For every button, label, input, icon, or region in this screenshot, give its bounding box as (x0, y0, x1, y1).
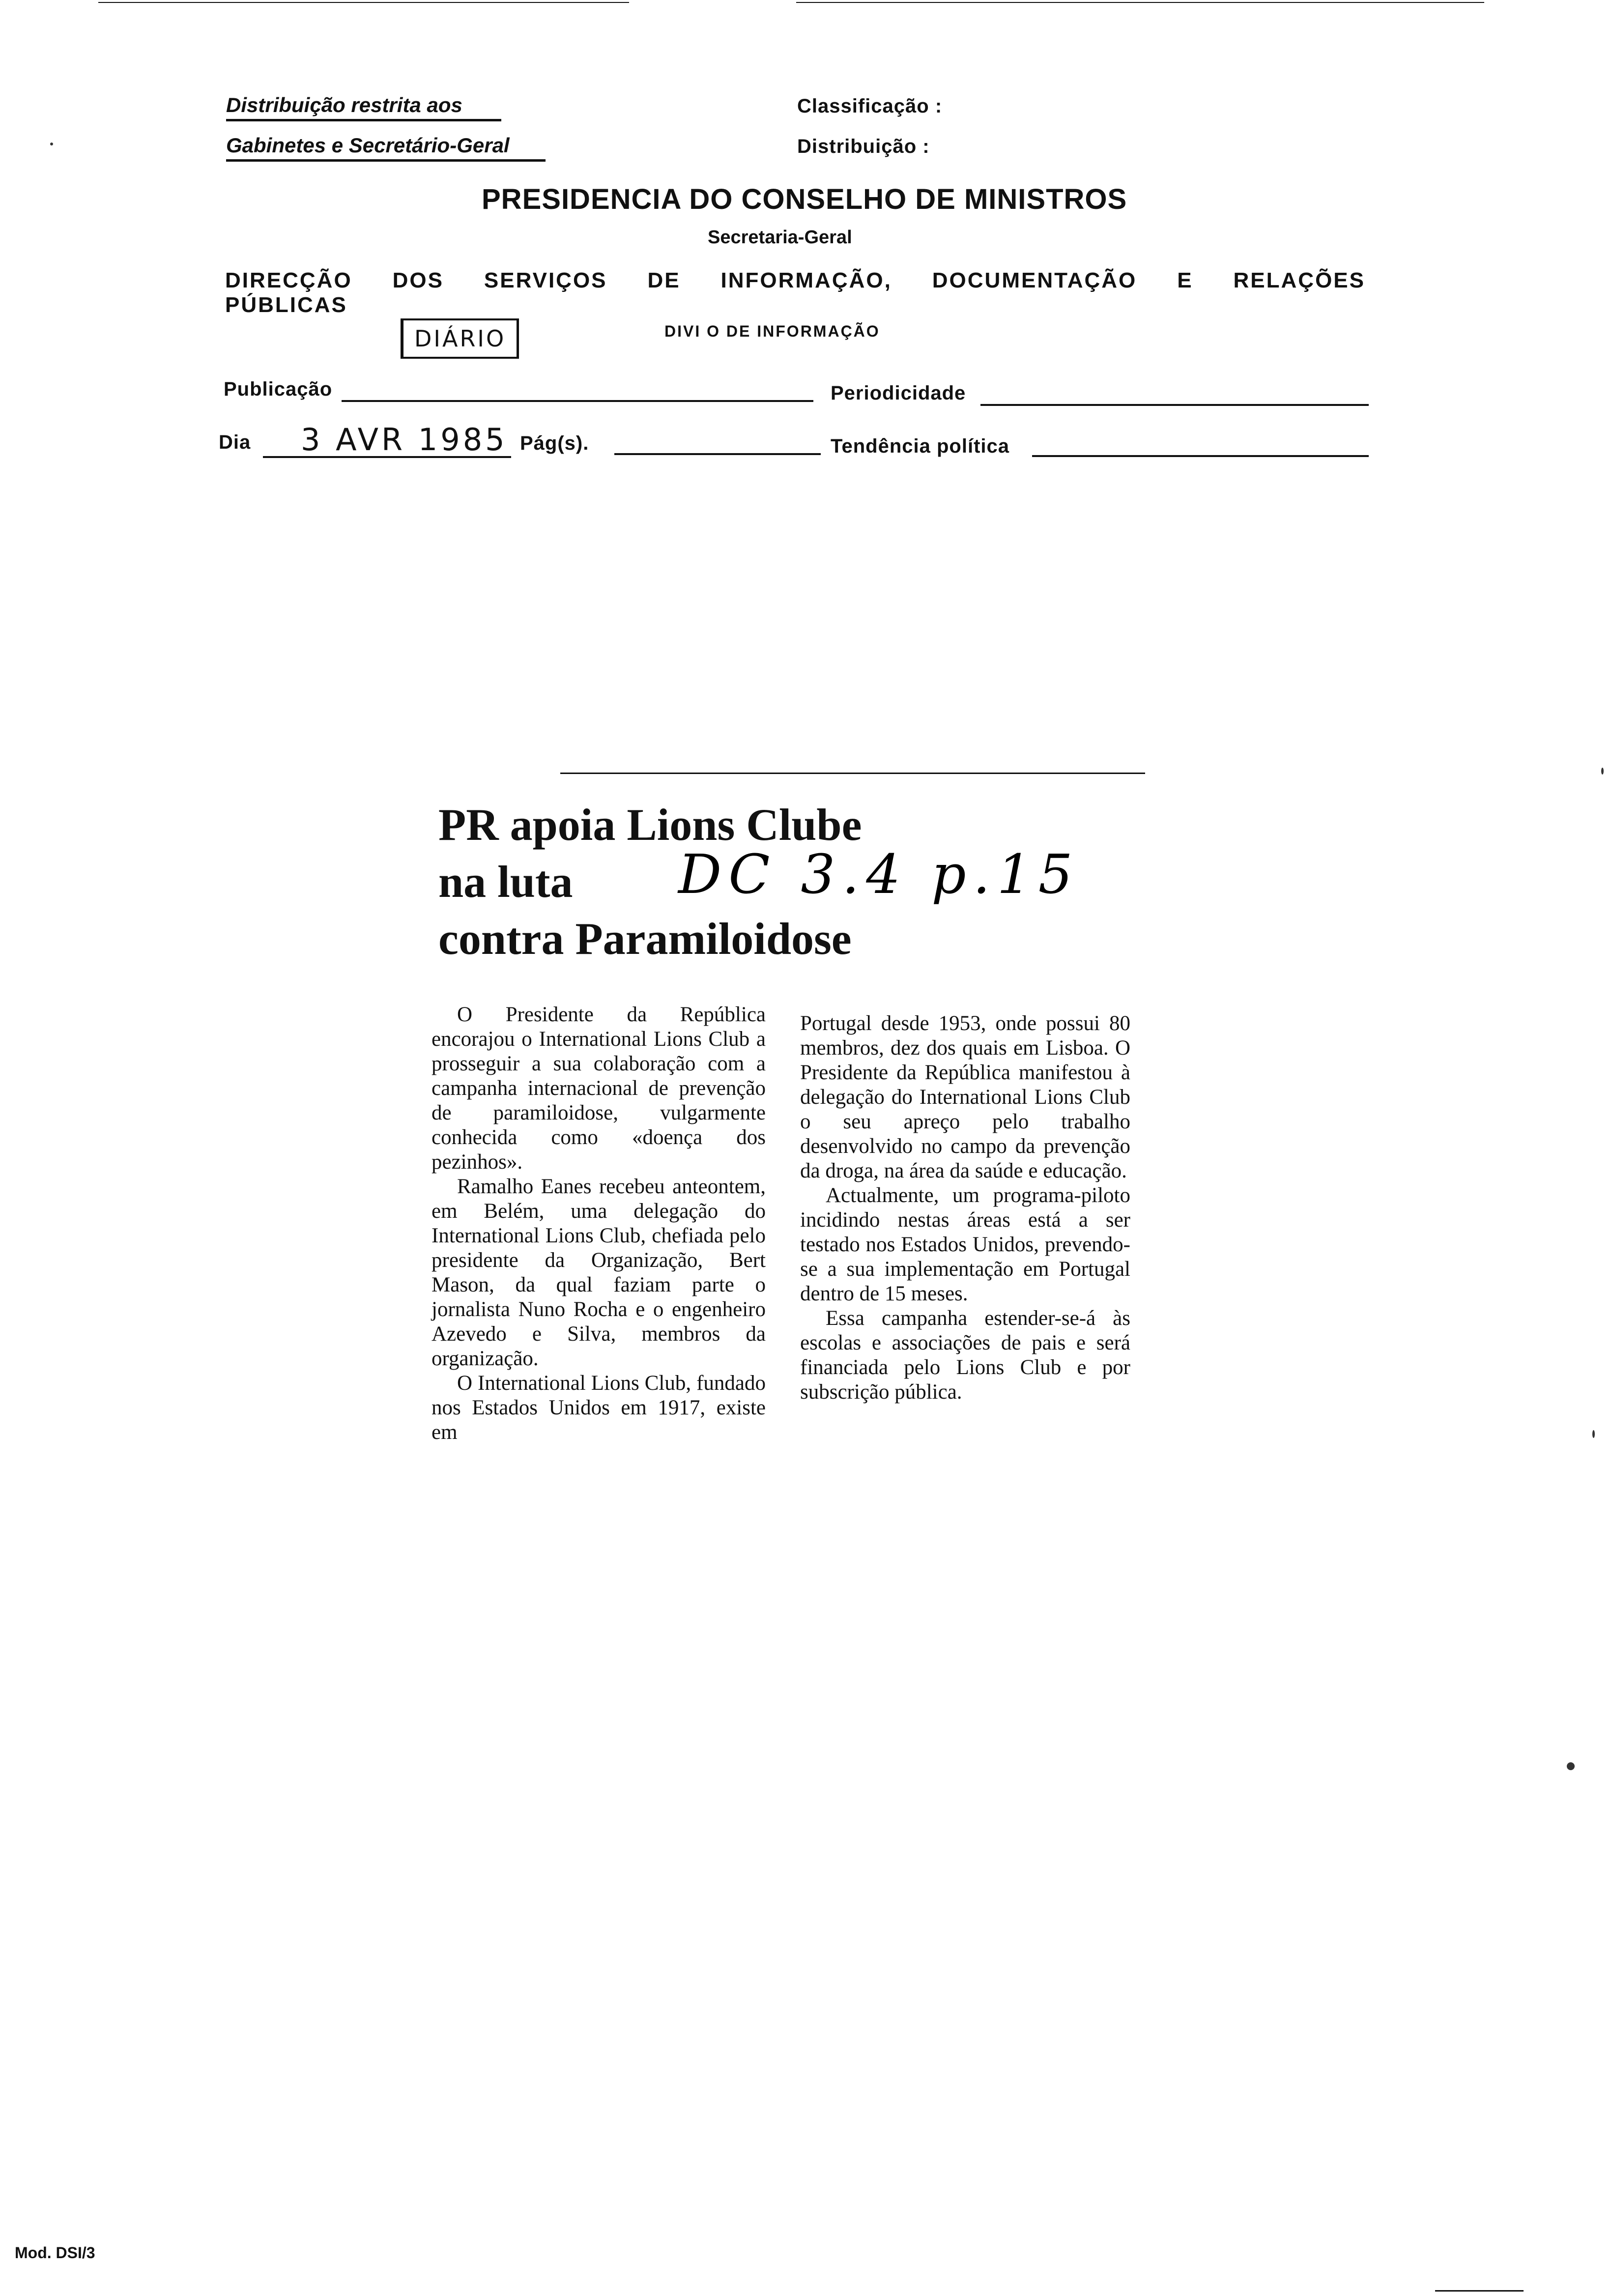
col2-paragraph-3: Essa campanha estender-se-á às escolas e associações de pais e será financiada pelo Lions Club e por subscrição pública. (800, 1307, 1130, 1404)
publicacao-label: Publicação (224, 378, 333, 400)
tendencia-field (1032, 455, 1369, 457)
pags-label: Pág(s). (520, 432, 589, 454)
publicacao-field (342, 400, 813, 402)
direccao-line: DIRECÇÃO DOS SERVIÇOS DE INFORMAÇÃO, DOCUMENTAÇÃO E RELAÇÕES PÚBLICAS (225, 268, 1365, 317)
classificacao-label: Classificação : (797, 95, 943, 117)
distribuicao-label: Distribuição : (797, 136, 930, 157)
headline-line-1: PR apoia Lions Clube (438, 800, 862, 850)
top-scan-line-left (98, 2, 629, 3)
article-column-1 (432, 1003, 766, 1445)
divisao-label: DIVI O DE INFORMAÇÃO (664, 322, 880, 340)
pags-field (614, 453, 821, 455)
scan-speck (50, 143, 53, 145)
scan-speck (1601, 768, 1604, 775)
handwritten-reference: DC 3.4 p.15 (678, 843, 1080, 906)
tendencia-label: Tendência política (831, 435, 1009, 457)
secretaria-geral: Secretaria-Geral (708, 227, 852, 248)
top-scan-line-right (796, 2, 1484, 3)
col2-paragraph-2: Actualmente, um programa-piloto incidindo nestas áreas está a ser testado nos Estados Unidos, prevendo-se a sua implementação em Portugal dentro de 15 meses. (800, 1184, 1130, 1305)
dia-label: Dia (219, 431, 251, 453)
headline-line-3: contra Paramiloidose (438, 914, 852, 964)
clipping-top-rule (560, 773, 1145, 774)
restricted-line-1: Distribuição restrita aos (226, 93, 501, 121)
scan-speck (1567, 1762, 1575, 1770)
bottom-scan-line (1435, 2290, 1524, 2292)
date-stamp: 3 AVR 1985 (301, 422, 508, 458)
col2-paragraph-1: Portugal desde 1953, onde possui 80 membros, dez dos quais em Lisboa. O Presidente da República manifestou à delegação do International Lions Club o seu apreço pelo trabalho desenvolvido no campo da prevenção da droga, na área da saúde e educação. (800, 1012, 1130, 1182)
publication-stamp: DIÁRIO (401, 318, 519, 359)
restricted-line-2: Gabinetes e Secretário-Geral (226, 134, 546, 162)
col1-paragraph-1: O Presidente da República encorajou o International Lions Club a prosseguir a sua colaboração com a campanha internacional de prevenção de paramiloidose, vulgarmente conhecida como «doença dos pezinhos». (432, 1003, 766, 1174)
scan-speck (1592, 1430, 1595, 1438)
periodicidade-label: Periodicidade (831, 382, 966, 404)
headline-line-2: na luta (438, 857, 573, 907)
article-column-2 (800, 1011, 1130, 1405)
model-reference: Mod. DSI/3 (15, 2244, 95, 2262)
periodicidade-field (980, 404, 1369, 406)
main-title: PRESIDENCIA DO CONSELHO DE MINISTROS (482, 183, 1127, 215)
col1-paragraph-3: O International Lions Club, fundado nos Estados Unidos em 1917, existe em (432, 1372, 766, 1444)
col1-paragraph-2: Ramalho Eanes recebeu anteontem, em Belém, uma delegação do International Lions Club, chefiada pelo presidente da Organização, Bert Mason, da qual faziam parte o jornalista Nuno Rocha e o engenheiro Azevedo e Silva, membros da organização. (432, 1175, 766, 1370)
